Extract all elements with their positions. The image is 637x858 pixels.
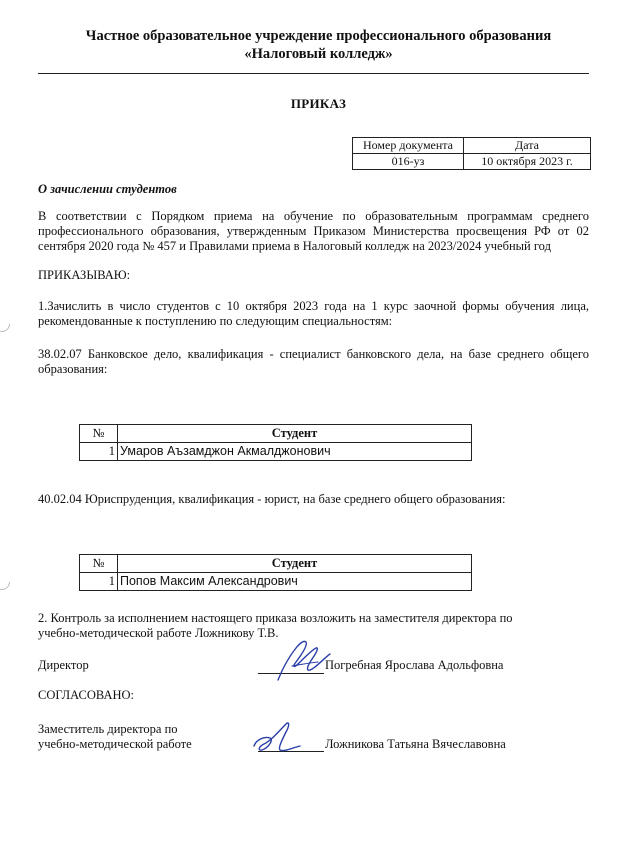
- student-table-num-header: №: [80, 555, 118, 573]
- deputy-signature-icon: [246, 716, 306, 760]
- doc-date-header: Дата: [464, 138, 591, 154]
- student-table-banking: [79, 424, 472, 461]
- item2-line2: учебно-методической работе Ложникову Т.В.: [38, 626, 279, 640]
- student-table-num-header: №: [80, 425, 118, 443]
- student-table-student-header: Студент: [118, 555, 472, 573]
- preamble-line3: сентября 2020 года № 457 и Правилами приема в Налоговый колледж на 2023/2024 учебный год: [38, 239, 551, 253]
- student-table-law: [79, 554, 472, 591]
- header-divider: [38, 73, 589, 74]
- agreed-label: СОГЛАСОВАНО:: [38, 688, 135, 702]
- specialty1-line2: образования:: [38, 362, 108, 376]
- hole-punch-mark: [0, 313, 13, 336]
- student-row-name: Умаров Аъзамджон Акмалджонович: [118, 443, 472, 461]
- specialty1-line1: 38.02.07 Банковское дело, квалификация - специалист банковского дела, на базе среднего общего: [38, 347, 589, 361]
- preamble-line2: профессионального образования, утвержденным Приказом Министерства просвещения РФ от 02: [38, 224, 589, 238]
- doc-number-value: 016-уз: [353, 154, 464, 170]
- student-row-number: 1: [80, 443, 118, 461]
- item2-line1: 2. Контроль за исполнением настоящего приказа возложить на заместителя директора по: [38, 611, 513, 625]
- hole-punch-mark: [0, 571, 13, 594]
- preamble-line1: В соответствии с Порядком приема на обучение по образовательным программам среднего: [38, 209, 589, 223]
- institution-name-line1: Частное образовательное учреждение профессионального образования: [85, 28, 552, 44]
- student-row-number: 1: [80, 573, 118, 591]
- deputy-role-line2: учебно-методической работе: [38, 737, 192, 751]
- table-row: [80, 443, 472, 461]
- director-name: Погребная Ярослава Адольфовна: [325, 658, 504, 672]
- doc-date-value: 10 октября 2023 г.: [464, 154, 591, 170]
- deputy-name: Ложникова Татьяна Вячеславовна: [325, 737, 506, 751]
- document-title: ПРИКАЗ: [290, 96, 347, 111]
- table-row: [80, 573, 472, 591]
- document-info-table: [352, 137, 591, 170]
- deputy-role-line1: Заместитель директора по: [38, 722, 178, 736]
- specialty2-line: 40.02.04 Юриспруденция, квалификация - юрист, на базе среднего общего образования:: [38, 492, 506, 506]
- student-table-student-header: Студент: [118, 425, 472, 443]
- item1-line1: 1.Зачислить в число студентов с 10 октября 2023 года на 1 курс заочной формы обучения лица,: [38, 299, 589, 313]
- director-role: Директор: [38, 658, 89, 672]
- student-row-name: Попов Максим Александрович: [118, 573, 472, 591]
- order-word: ПРИКАЗЫВАЮ:: [38, 268, 131, 282]
- doc-number-header: Номер документа: [353, 138, 464, 154]
- institution-name-line2: «Налоговый колледж»: [244, 46, 393, 62]
- item1-line2: рекомендованные к поступлению по следующим специальностям:: [38, 314, 393, 328]
- order-subject: О зачислении студентов: [38, 182, 177, 196]
